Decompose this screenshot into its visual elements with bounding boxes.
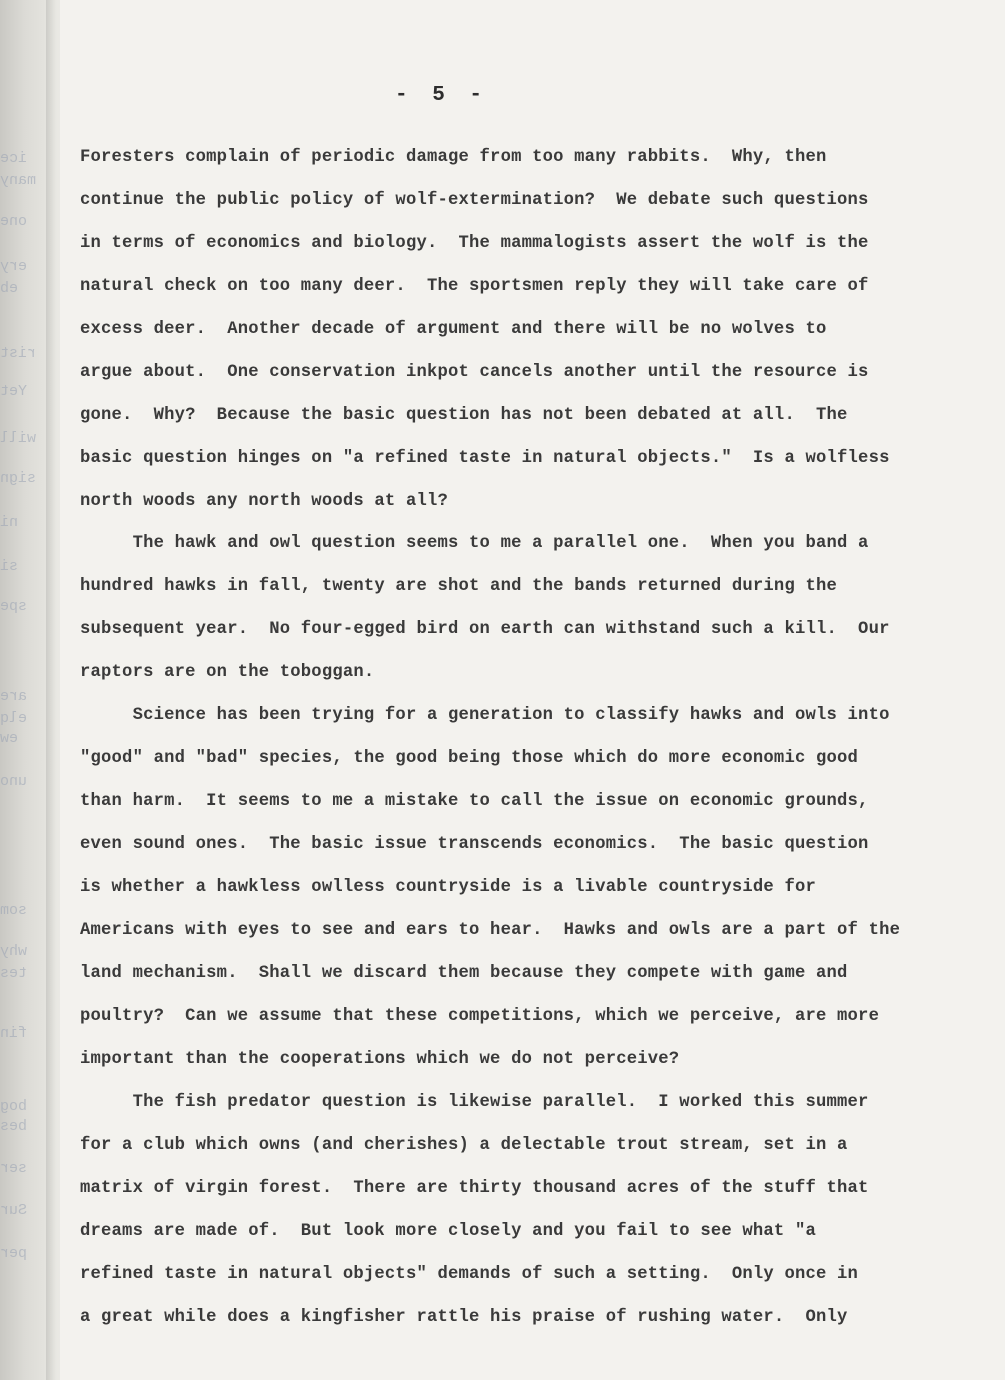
- text-line: Americans with eyes to see and ears to hear. Hawks and owls are a part of the: [80, 921, 901, 940]
- text-line: gone. Why? Because the basic question has not been debated at all. The: [80, 406, 848, 425]
- bleed-fragment: ew: [0, 730, 19, 747]
- text-line: matrix of virgin forest. There are thirty thousand acres of the stuff that: [80, 1179, 869, 1198]
- bleed-fragment: rist: [0, 345, 37, 362]
- bleed-fragment: per: [0, 1245, 28, 1262]
- facing-page-bleed: [0, 0, 40, 1380]
- bleed-fragment: are: [0, 688, 28, 705]
- bleed-fragment: bes: [0, 1118, 28, 1135]
- text-line: Foresters complain of periodic damage from too many rabbits. Why, then: [80, 148, 827, 167]
- text-line: basic question hinges on "a refined taste in natural objects." Is a wolfless: [80, 449, 890, 468]
- text-line: hundred hawks in fall, twenty are shot and the bands returned during the: [80, 577, 838, 596]
- text-line: land mechanism. Shall we discard them because they compete with game and: [80, 964, 848, 983]
- text-line: refined taste in natural objects" demands of such a setting. Only once in: [80, 1265, 859, 1284]
- bleed-fragment: Yet: [0, 383, 28, 400]
- bleed-fragment: ice: [0, 150, 28, 167]
- bleed-fragment: why: [0, 943, 28, 960]
- text-line: north woods any north woods at all?: [80, 492, 448, 511]
- text-line: in terms of economics and biology. The mammalogists assert the wolf is the: [80, 234, 869, 253]
- text-line: subsequent year. No four-egged bird on earth can withstand such a kill. Our: [80, 620, 890, 639]
- text-line: Science has been trying for a generation to classify hawks and owls into: [80, 706, 890, 725]
- text-line: than harm. It seems to me a mistake to call the issue on economic grounds,: [80, 792, 869, 811]
- bleed-fragment: tes: [0, 965, 28, 982]
- text-line: is whether a hawkless owlless countryside is a livable countryside for: [80, 878, 816, 897]
- bleed-fragment: ni: [0, 514, 19, 531]
- bleed-fragment: spe: [0, 598, 28, 615]
- bleed-fragment: fin: [0, 1025, 28, 1042]
- text-line: continue the public policy of wolf-extermination? We debate such questions: [80, 191, 869, 210]
- text-line: "good" and "bad" species, the good being those which do more economic good: [80, 749, 859, 768]
- bleed-fragment: Sur: [0, 1202, 28, 1219]
- bleed-fragment: eb: [0, 280, 19, 297]
- text-line: even sound ones. The basic issue transcends economics. The basic question: [80, 835, 869, 854]
- text-line: important than the cooperations which we do not perceive?: [80, 1050, 680, 1069]
- text-line: poultry? Can we assume that these competitions, which we perceive, are more: [80, 1007, 880, 1026]
- bleed-fragment: one: [0, 213, 28, 230]
- text-line: excess deer. Another decade of argument and there will be no wolves to: [80, 320, 827, 339]
- bleed-fragment: som: [0, 902, 28, 919]
- text-line: argue about. One conservation inkpot cancels another until the resource is: [80, 363, 869, 382]
- bleed-fragment: elq: [0, 710, 28, 727]
- text-line: dreams are made of. But look more closely and you fail to see what "a: [80, 1222, 816, 1241]
- text-line: The fish predator question is likewise parallel. I worked this summer: [80, 1093, 869, 1112]
- bleed-fragment: si: [0, 558, 19, 575]
- bleed-fragment: many: [0, 172, 37, 189]
- bleed-fragment: will: [0, 430, 37, 447]
- bleed-fragment: ser: [0, 1160, 28, 1177]
- bleed-fragment: ery: [0, 258, 28, 275]
- text-line: The hawk and owl question seems to me a parallel one. When you band a: [80, 534, 869, 553]
- text-line: for a club which owns (and cherishes) a delectable trout stream, set in a: [80, 1136, 848, 1155]
- bleed-fragment: uno: [0, 773, 28, 790]
- text-line: a great while does a kingfisher rattle his praise of rushing water. Only: [80, 1308, 848, 1327]
- page-number: - 5 -: [395, 84, 489, 107]
- bleed-fragment: sign: [0, 470, 37, 487]
- text-line: raptors are on the toboggan.: [80, 663, 375, 682]
- text-line: natural check on too many deer. The sportsmen reply they will take care of: [80, 277, 869, 296]
- binding-edge: [46, 0, 56, 1380]
- bleed-fragment: bog: [0, 1098, 28, 1115]
